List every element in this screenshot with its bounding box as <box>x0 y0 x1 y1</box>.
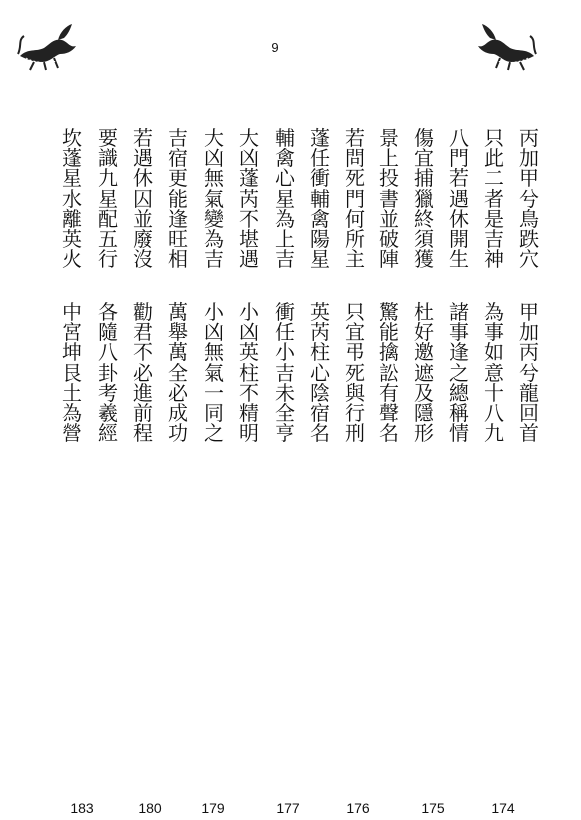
verse-char: 君 <box>133 320 153 345</box>
verse-char: 穴 <box>519 247 539 272</box>
verse-char: 必 <box>133 360 153 385</box>
verse-char: 跌 <box>519 226 539 251</box>
verse-char: 主 <box>345 247 365 272</box>
verse-line-upper <box>167 126 189 272</box>
verse-char: 杜 <box>414 300 434 324</box>
verse-line-upper <box>413 126 435 272</box>
verse-char: 須 <box>414 226 434 251</box>
verse-char: 吉 <box>168 126 188 150</box>
verse-line-lower <box>203 300 225 446</box>
verse-char: 營 <box>62 421 82 446</box>
verse-char: 坎 <box>62 126 82 150</box>
verse-char: 死 <box>345 166 365 191</box>
verse-char: 及 <box>414 380 434 405</box>
footnote-number: 180 <box>138 800 162 816</box>
verse-char: 者 <box>484 186 504 211</box>
verse-char: 隱 <box>414 400 434 425</box>
verse-char: 只 <box>484 126 504 150</box>
verse-char: 總 <box>449 380 469 405</box>
verse-char: 星 <box>98 186 118 211</box>
verse-char: 有 <box>379 380 399 405</box>
verse-char: 加 <box>519 320 539 345</box>
dragon-horse-ornament-left <box>14 18 84 73</box>
verse-char: 卦 <box>98 360 118 385</box>
verse-char: 回 <box>519 400 539 425</box>
verse-char: 同 <box>204 400 224 425</box>
verse-char: 堪 <box>239 226 259 251</box>
verse-char: 芮 <box>310 320 330 345</box>
verse-char: 勸 <box>133 300 153 324</box>
verse-line-upper <box>97 126 119 272</box>
verse-char: 識 <box>98 146 118 171</box>
dragon-horse-ornament-right <box>470 18 540 73</box>
verse-char: 禽 <box>310 206 330 231</box>
verse-char: 情 <box>449 421 469 446</box>
verse-char: 要 <box>98 126 118 150</box>
verse-char: 小 <box>204 300 224 324</box>
footnote-number: 183 <box>70 800 94 816</box>
verse-char: 輔 <box>310 186 330 211</box>
verse-line-upper <box>238 126 260 272</box>
verse-char: 大 <box>239 126 259 150</box>
verse-char: 英 <box>310 300 330 324</box>
verse-char: 陽 <box>310 226 330 251</box>
verse-char: 開 <box>449 226 469 251</box>
verse-char: 上 <box>275 226 295 251</box>
verse-char: 蓬 <box>239 166 259 191</box>
verse-char: 訟 <box>379 360 399 385</box>
verse-line-upper <box>132 126 154 272</box>
verse-char: 遇 <box>449 186 469 211</box>
verse-char: 八 <box>484 400 504 425</box>
verse-char: 首 <box>519 421 539 446</box>
verse-line-lower <box>483 300 505 446</box>
verse-char: 艮 <box>62 360 82 385</box>
verse-char: 亨 <box>275 421 295 446</box>
verse-char: 丙 <box>519 126 539 150</box>
verse-char: 上 <box>379 146 399 171</box>
verse-char: 能 <box>168 186 188 211</box>
footnote-number: 179 <box>201 800 225 816</box>
verse-char: 沒 <box>133 247 153 272</box>
verse-char: 相 <box>168 247 188 272</box>
verse-char: 凶 <box>204 146 224 171</box>
verse-char: 若 <box>449 166 469 191</box>
footnote-number: 174 <box>491 800 515 816</box>
verse-char: 兮 <box>519 360 539 385</box>
verse-char: 獵 <box>414 186 434 211</box>
verse-char: 為 <box>275 206 295 231</box>
verse-char: 此 <box>484 146 504 171</box>
verse-char: 小 <box>239 300 259 324</box>
verse-char: 宜 <box>414 146 434 171</box>
verse-char: 不 <box>239 380 259 405</box>
verse-char: 程 <box>133 421 153 446</box>
verse-char: 諸 <box>449 300 469 324</box>
footnote-number: 175 <box>421 800 445 816</box>
verse-char: 門 <box>449 146 469 171</box>
verse-char: 鳥 <box>519 206 539 231</box>
verse-char: 功 <box>168 421 188 446</box>
verse-char: 坤 <box>62 340 82 365</box>
verse-char: 星 <box>62 166 82 191</box>
verse-char: 離 <box>62 206 82 231</box>
verse-char: 二 <box>484 166 504 191</box>
verse-char: 刑 <box>345 421 365 446</box>
verse-char: 未 <box>275 380 295 405</box>
verse-line-upper <box>203 126 225 272</box>
verse-char: 五 <box>98 226 118 251</box>
verse-char: 無 <box>204 340 224 365</box>
verse-char: 八 <box>449 126 469 150</box>
verse-char: 心 <box>275 166 295 191</box>
verse-char: 必 <box>168 380 188 405</box>
verse-char: 若 <box>133 126 153 150</box>
verse-char: 各 <box>98 300 118 324</box>
page-number: 9 <box>271 40 279 55</box>
verse-char: 邀 <box>414 340 434 365</box>
footnote-number: 177 <box>276 800 300 816</box>
verse-char: 中 <box>62 300 82 324</box>
verse-char: 宮 <box>62 320 82 345</box>
verse-char: 神 <box>484 247 504 272</box>
verse-char: 凶 <box>239 146 259 171</box>
verse-char: 名 <box>310 421 330 446</box>
verse-char: 大 <box>204 126 224 150</box>
verse-char: 名 <box>379 421 399 446</box>
verse-char: 龍 <box>519 380 539 405</box>
verse-char: 陣 <box>379 247 399 272</box>
verse-char: 休 <box>133 166 153 191</box>
verse-char: 英 <box>239 340 259 365</box>
verse-line-upper <box>378 126 400 272</box>
verse-line-lower <box>61 300 83 446</box>
verse-char: 加 <box>519 146 539 171</box>
verse-line-lower <box>378 300 400 446</box>
verse-char: 舉 <box>168 320 188 345</box>
verse-char: 明 <box>239 421 259 446</box>
verse-char: 萬 <box>168 300 188 324</box>
verse-char: 不 <box>239 206 259 231</box>
verse-char: 萬 <box>168 340 188 365</box>
footnote-number: 176 <box>346 800 370 816</box>
verse-line-upper <box>61 126 83 272</box>
verse-char: 破 <box>379 226 399 251</box>
verse-char: 問 <box>345 146 365 171</box>
verse-char: 心 <box>310 360 330 385</box>
verse-char: 小 <box>275 340 295 365</box>
verse-char: 氣 <box>204 360 224 385</box>
verse-char: 一 <box>204 380 224 405</box>
verse-char: 成 <box>168 400 188 425</box>
verse-char: 擒 <box>379 340 399 365</box>
verse-char: 為 <box>204 226 224 251</box>
verse-char: 若 <box>345 126 365 150</box>
verse-char: 土 <box>62 380 82 405</box>
verse-char: 衝 <box>310 166 330 191</box>
verse-char: 投 <box>379 166 399 191</box>
verse-char: 遇 <box>133 146 153 171</box>
verse-char: 獲 <box>414 247 434 272</box>
verse-char: 全 <box>168 360 188 385</box>
verse-char: 蓬 <box>62 146 82 171</box>
verse-char: 逢 <box>168 206 188 231</box>
verse-char: 為 <box>484 300 504 324</box>
verse-char: 傷 <box>414 126 434 150</box>
verse-char: 衝 <box>275 300 295 324</box>
verse-char: 逢 <box>449 340 469 365</box>
verse-line-upper <box>344 126 366 272</box>
verse-char: 弔 <box>345 340 365 365</box>
verse-char: 柱 <box>239 360 259 385</box>
verse-char: 前 <box>133 400 153 425</box>
verse-line-lower <box>413 300 435 446</box>
verse-char: 蓬 <box>310 126 330 150</box>
verse-line-lower <box>97 300 119 446</box>
verse-char: 吉 <box>275 247 295 272</box>
verse-char: 配 <box>98 206 118 231</box>
verse-char: 生 <box>449 247 469 272</box>
verse-char: 陰 <box>310 380 330 405</box>
verse-char: 事 <box>449 320 469 345</box>
verse-char: 稱 <box>449 400 469 425</box>
verse-char: 星 <box>310 247 330 272</box>
verse-char: 星 <box>275 186 295 211</box>
verse-char: 聲 <box>379 400 399 425</box>
verse-char: 並 <box>379 206 399 231</box>
verse-char: 如 <box>484 340 504 365</box>
verse-char: 考 <box>98 380 118 405</box>
verse-line-lower <box>274 300 296 446</box>
verse-char: 死 <box>345 360 365 385</box>
verse-char: 宿 <box>168 146 188 171</box>
verse-char: 宜 <box>345 320 365 345</box>
verse-char: 為 <box>62 400 82 425</box>
verse-char: 事 <box>484 320 504 345</box>
verse-char: 景 <box>379 126 399 150</box>
verse-char: 行 <box>98 247 118 272</box>
verse-line-upper <box>274 126 296 272</box>
verse-char: 九 <box>98 166 118 191</box>
verse-char: 旺 <box>168 226 188 251</box>
verse-char: 九 <box>484 421 504 446</box>
verse-line-lower <box>518 300 540 446</box>
verse-line-lower <box>238 300 260 446</box>
verse-char: 甲 <box>519 166 539 191</box>
verse-char: 之 <box>204 421 224 446</box>
verse-line-lower <box>132 300 154 446</box>
verse-char: 精 <box>239 400 259 425</box>
verse-char: 進 <box>133 380 153 405</box>
verse-char: 吉 <box>484 226 504 251</box>
verse-char: 是 <box>484 206 504 231</box>
verse-char: 柱 <box>310 340 330 365</box>
verse-char: 所 <box>345 226 365 251</box>
verse-char: 驚 <box>379 300 399 324</box>
verse-char: 吉 <box>275 360 295 385</box>
verse-char: 休 <box>449 206 469 231</box>
verse-char: 只 <box>345 300 365 324</box>
verse-char: 意 <box>484 360 504 385</box>
verse-char: 丙 <box>519 340 539 365</box>
verse-char: 能 <box>379 320 399 345</box>
verse-char: 吉 <box>204 247 224 272</box>
verse-char: 兮 <box>519 186 539 211</box>
verse-char: 並 <box>133 206 153 231</box>
verse-char: 輔 <box>275 126 295 150</box>
verse-char: 與 <box>345 380 365 405</box>
verse-char: 書 <box>379 186 399 211</box>
verse-line-lower <box>309 300 331 446</box>
verse-char: 凶 <box>239 320 259 345</box>
verse-char: 門 <box>345 186 365 211</box>
verse-char: 全 <box>275 400 295 425</box>
verse-char: 形 <box>414 421 434 446</box>
verse-char: 英 <box>62 226 82 251</box>
verse-line-upper <box>483 126 505 272</box>
verse-line-upper <box>518 126 540 272</box>
verse-char: 禽 <box>275 146 295 171</box>
verse-char: 更 <box>168 166 188 191</box>
verse-char: 何 <box>345 206 365 231</box>
verse-char: 芮 <box>239 186 259 211</box>
verse-char: 囚 <box>133 186 153 211</box>
verse-char: 遇 <box>239 247 259 272</box>
verse-char: 氣 <box>204 186 224 211</box>
verse-char: 之 <box>449 360 469 385</box>
verse-char: 凶 <box>204 320 224 345</box>
verse-char: 遮 <box>414 360 434 385</box>
verse-char: 八 <box>98 340 118 365</box>
verse-char: 好 <box>414 320 434 345</box>
verse-char: 經 <box>98 421 118 446</box>
verse-char: 羲 <box>98 400 118 425</box>
verse-line-lower <box>344 300 366 446</box>
verse-char: 捕 <box>414 166 434 191</box>
verse-line-upper <box>309 126 331 272</box>
verse-line-lower <box>448 300 470 446</box>
verse-char: 行 <box>345 400 365 425</box>
verse-line-upper <box>448 126 470 272</box>
verse-char: 不 <box>133 340 153 365</box>
verse-char: 無 <box>204 166 224 191</box>
verse-char: 火 <box>62 247 82 272</box>
verse-line-lower <box>167 300 189 446</box>
verse-char: 任 <box>275 320 295 345</box>
verse-char: 任 <box>310 146 330 171</box>
verse-char: 變 <box>204 206 224 231</box>
verse-char: 終 <box>414 206 434 231</box>
verse-char: 水 <box>62 186 82 211</box>
verse-char: 廢 <box>133 226 153 251</box>
verse-char: 十 <box>484 380 504 405</box>
verse-char: 甲 <box>519 300 539 324</box>
verse-char: 隨 <box>98 320 118 345</box>
verse-char: 宿 <box>310 400 330 425</box>
